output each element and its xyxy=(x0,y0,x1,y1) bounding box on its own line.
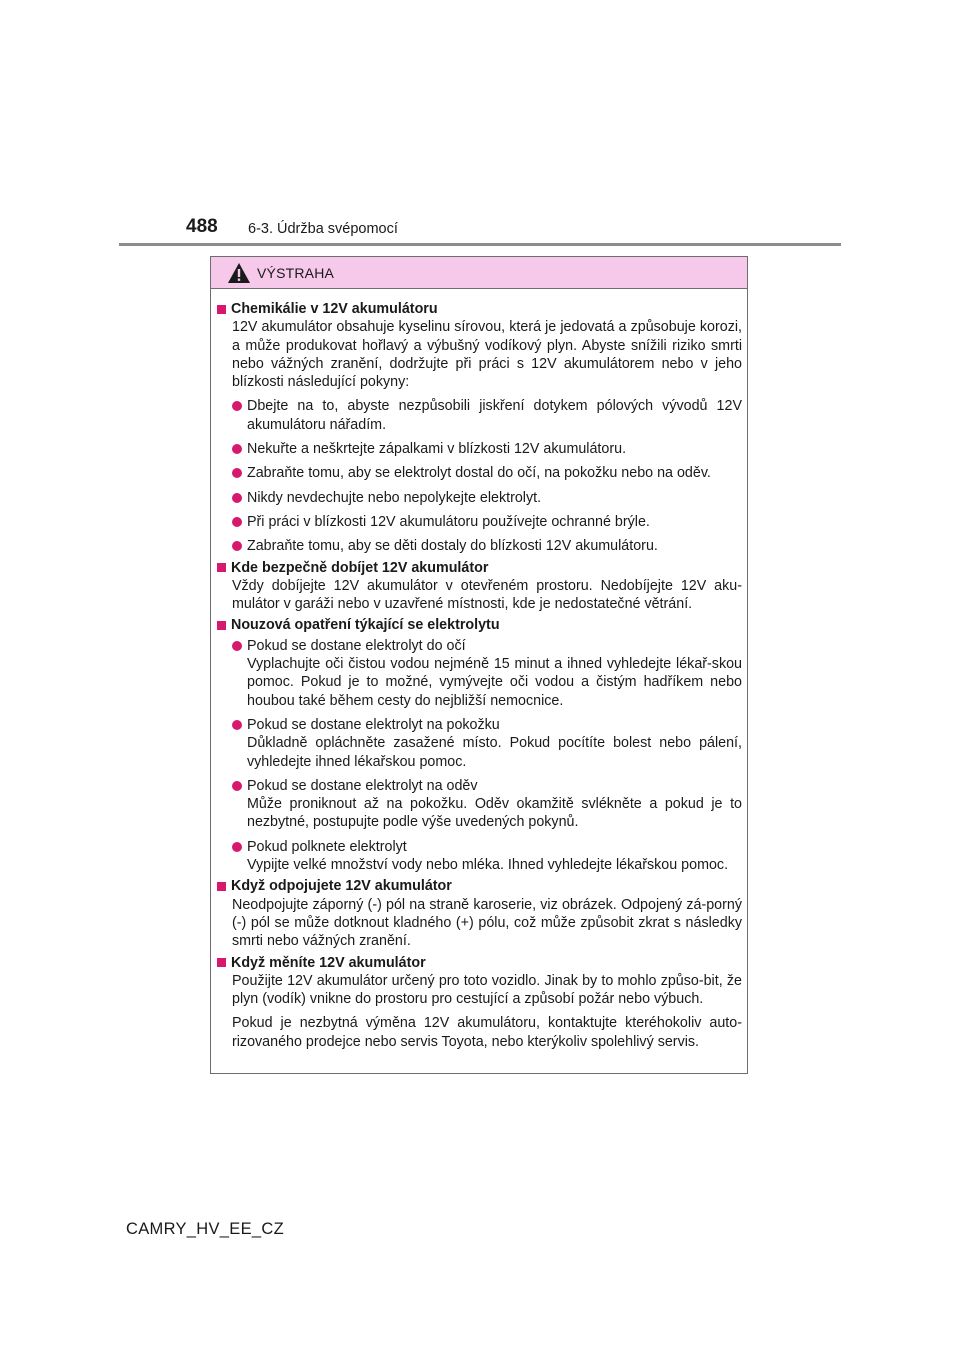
section-replace xyxy=(217,954,742,1051)
paragraph: Neodpojujte záporný (-) pól na straně karoserie, viz obrázek. Odpojený zá-porný (-) pól se může dotknout kladného (+) pólu, což může způsobit zkrat s následky smrti nebo vážných zranění. xyxy=(232,896,742,950)
list-item-heading: Pokud polknete elektrolyt xyxy=(247,838,407,855)
footer-code: CAMRY_HV_EE_CZ xyxy=(126,1220,284,1238)
list-item xyxy=(232,838,742,875)
square-bullet-icon xyxy=(217,958,226,967)
square-bullet-icon xyxy=(217,882,226,891)
section-emergency xyxy=(217,616,742,874)
paragraph: 12V akumulátor obsahuje kyselinu sírovou, která je jedovatá a způsobuje korozi, a může produkovat hořlavý a výbušný vodíkový plyn. Abyste snížili riziko smrti nebo vážných zranění, dodržujte při práci s 12V akumulátorem nebo v jeho blízkosti následující pokyny: xyxy=(232,319,742,391)
round-bullet-icon xyxy=(232,444,242,454)
square-bullet-icon xyxy=(217,563,226,572)
warning-header xyxy=(211,257,747,289)
list-item-text: Zabraňte tomu, aby se děti dostaly do blízkosti 12V akumulátoru. xyxy=(247,538,658,555)
list-item-heading: Pokud se dostane elektrolyt na oděv xyxy=(247,777,478,794)
section-disconnect xyxy=(217,877,742,950)
warning-triangle-icon xyxy=(227,262,251,284)
list-item xyxy=(232,440,742,458)
section-charging xyxy=(217,559,742,614)
round-bullet-icon xyxy=(232,842,242,852)
round-bullet-icon xyxy=(232,641,242,651)
page-number: 488 xyxy=(186,216,218,237)
list-item-text xyxy=(247,777,742,832)
round-bullet-icon xyxy=(232,781,242,791)
round-bullet-icon xyxy=(232,468,242,478)
header-rule xyxy=(119,243,841,246)
round-bullet-icon xyxy=(232,517,242,527)
list-item-text xyxy=(247,716,742,771)
list-item-text: Při práci v blízkosti 12V akumulátoru používejte ochranné brýle. xyxy=(247,513,650,530)
list-item xyxy=(232,397,742,434)
list-item xyxy=(232,537,742,555)
section-heading-text: Když odpojujete 12V akumulátor xyxy=(231,878,452,895)
list-item-body: Důkladně opláchněte zasažené místo. Pokud pocítíte bolest nebo pálení, vyhledejte ihned lékařskou pomoc. xyxy=(247,735,742,770)
list-item-text: Zabraňte tomu, aby se elektrolyt dostal do očí, na pokožku nebo na oděv. xyxy=(247,465,711,482)
list-item-body: Může proniknout až na pokožku. Oděv okamžitě svlékněte a pokud je to nezbytné, postupujte podle výše uvedených pokynů. xyxy=(247,796,742,831)
list-item-text: Dbejte na to, abyste nezpůsobili jiskření dotykem pólových vývodů 12V akumulátoru nářadím. xyxy=(247,398,742,433)
section-heading xyxy=(217,877,742,895)
list-item xyxy=(232,777,742,832)
round-bullet-icon xyxy=(232,493,242,503)
section-chemicals xyxy=(217,300,742,556)
list-item-text xyxy=(247,838,742,875)
paragraph: Pokud je nezbytná výměna 12V akumulátoru, kontaktujte kteréhokoliv auto-rizovaného prodejce nebo servis Toyota, nebo kterýkoliv spolehlivý servis. xyxy=(232,1015,742,1050)
list-item xyxy=(232,464,742,482)
round-bullet-icon xyxy=(232,720,242,730)
section-heading xyxy=(217,559,742,577)
square-bullet-icon xyxy=(217,621,226,630)
list-item xyxy=(232,637,742,710)
list-item-text xyxy=(247,637,742,710)
list-item-text: Nekuřte a neškrtejte zápalkami v blízkosti 12V akumulátoru. xyxy=(247,441,627,458)
section-heading-text: Když měníte 12V akumulátor xyxy=(231,954,426,971)
section-heading-text: Chemikálie v 12V akumulátoru xyxy=(231,301,438,317)
round-bullet-icon xyxy=(232,401,242,411)
list-item xyxy=(232,489,742,507)
list-item-heading: Pokud se dostane elektrolyt na pokožku xyxy=(247,716,500,733)
list-item-heading: Pokud se dostane elektrolyt do očí xyxy=(247,637,466,654)
square-bullet-icon xyxy=(217,305,226,314)
section-heading-text: Nouzová opatření týkající se elektrolytu xyxy=(231,617,500,634)
list-item-body: Vyplachujte oči čistou vodou nejméně 15 minut a ihned vyhledejte lékař-skou pomoc. Pokud je to možné, vymývejte oči vodou a čistým hadříkem nebo houbou také během cesty do nejbližší nemocnice. xyxy=(247,656,742,709)
warning-box xyxy=(210,256,748,1074)
section-heading-text: Kde bezpečně dobíjet 12V akumulátor xyxy=(231,559,489,576)
section-heading xyxy=(217,616,742,634)
section-title: 6-3. Údržba svépomocí xyxy=(248,221,398,237)
section-heading xyxy=(217,300,742,318)
list-item xyxy=(232,716,742,771)
warning-label: VÝSTRAHA xyxy=(257,264,335,281)
paragraph: Vždy dobíjejte 12V akumulátor v otevřeném prostoru. Nedobíjejte 12V aku-mulátor v garáži nebo v uzavřené místnosti, kde je nedostatečné větrání. xyxy=(232,577,742,613)
round-bullet-icon xyxy=(232,541,242,551)
section-heading xyxy=(217,954,742,972)
list-item-body: Vypijte velké množství vody nebo mléka. Ihned vyhledejte lékařskou pomoc. xyxy=(247,857,729,874)
paragraph: Použijte 12V akumulátor určený pro toto vozidlo. Jinak by to mohlo způso-bit, že plyn (vodík) vnikne do prostoru pro cestující a způsobí požár nebo výbuch. xyxy=(232,972,742,1008)
list-item xyxy=(232,513,742,531)
warning-body xyxy=(211,289,747,1051)
list-item-text: Nikdy nevdechujte nebo nepolykejte elektrolyt. xyxy=(247,489,542,506)
